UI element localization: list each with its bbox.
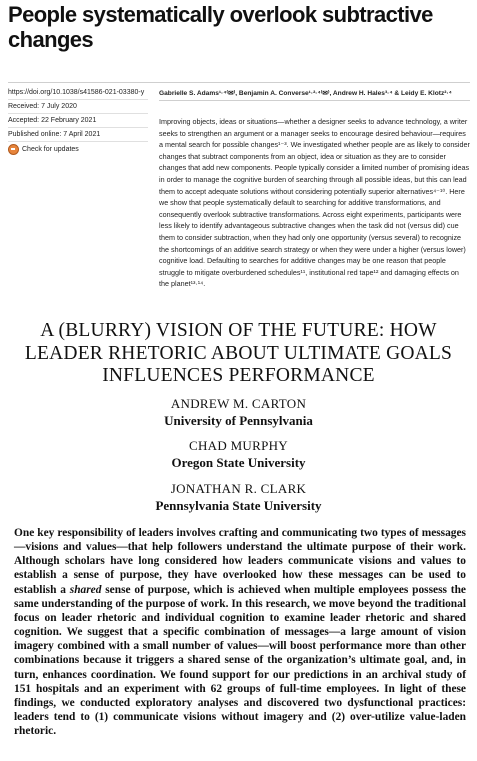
author-block [0, 481, 477, 514]
paper1-authors: Gabrielle S. Adams¹·⁴⁽✉⁾, Benjamin A. Converse¹·²·⁴⁽✉⁾, Andrew H. Hales³·⁴ & Leidy E. Klotz²·⁴ [159, 90, 452, 97]
check-updates-label: Check for updates [22, 146, 79, 153]
paper2-title: A (BLURRY) VISION OF THE FUTURE: HOW LEADER RHETORIC ABOUT ULTIMATE GOALS INFLUENCES PERFORMANCE [24, 320, 453, 386]
paper1-title: People systematically overlook subtractive changes [8, 2, 433, 52]
abstract-text: sense of purpose, which is achieved when multiple employees possess the same understanding of the purpose of work. In this research, we move beyond the traditional focus on leader rhetoric and individual cognition to examine leader rhetoric and shared cognition. We suggest that a specific combination of messages—a large amount of vision imagery combined with a small number of values—will boost performance more than other combinations because it triggers a shared sense of the organization’s ultimate goal, and, in turn, enhances coordination. We found support for our predictions in an archival study of 151 hospitals and an experiment with 62 groups of full-time employees. In light of these findings, we conducted exploratory analyses and discovered two dysfunctional practices: leaders tend to (1) communicate visions without imagery and (2) over-utilize value-laden rhetoric. [14, 583, 466, 738]
author-block [0, 438, 477, 471]
check-updates-icon [8, 144, 19, 155]
author-name: JONATHAN R. CLARK [170, 481, 307, 496]
meta-divider [8, 113, 148, 114]
check-for-updates[interactable] [8, 144, 79, 155]
author-affiliation: University of Pennsylvania [164, 412, 313, 428]
meta-divider [8, 141, 148, 142]
author-affiliation: Oregon State University [171, 454, 306, 470]
abstract-text: One key responsibility of leaders involves crafting and communicating two types of messages—visions and values—that help followers understand the ultimate purpose of their work. Although scholars have long considered how leaders communicate visions and values to establish a sense of purpose, they have overlooked how these messages can be used to establish a [14, 527, 466, 596]
accepted-date: Accepted: 22 February 2021 [8, 117, 97, 124]
meta-divider [8, 127, 148, 128]
authors-divider [159, 100, 470, 101]
published-date: Published online: 7 April 2021 [8, 131, 101, 138]
received-date: Received: 7 July 2020 [8, 103, 77, 110]
author-name: CHAD MURPHY [188, 438, 288, 453]
paper1-abstract: Improving objects, ideas or situations—whether a designer seeks to advance technology, a writer seeks to strengthen an argument or a manager seeks to encourage desired behaviour—requires a mental search for possible changes¹⁻³. We investigated whether people are as likely to consider changes that subtract components from an object, idea or situation as they are to consider changes that add new components. People typically consider a limited number of promising ideas in order to manage the cognitive burden of searching through all possible ideas, but this can lead them to accept adequate solutions without considering potentially superior alternatives⁴⁻¹⁰. Here we show that people systematically default to searching for additive transformations, and consequently overlook subtractive transformations. Across eight experiments, participants were less likely to identify advantageous subtractive changes when the task did not (versus did) cue them to consider subtraction, when they had only one opportunity (versus several) to recognize the shortcomings of an additive search strategy or when they were under a higher (versus lower) cognitive load. Defaulting to searches for additive changes may be one reason that people struggle to mitigate overburdened schedules¹¹, institutional red tape¹² and damaging effects on the planet¹³·¹⁴. [159, 117, 470, 289]
paper2-abstract [14, 526, 466, 738]
author-name: ANDREW M. CARTON [170, 396, 307, 411]
author-block [0, 396, 477, 429]
title-divider [8, 82, 470, 83]
abstract-emphasis: shared [69, 583, 102, 596]
meta-divider [8, 99, 148, 100]
doi-text: https://doi.org/10.1038/s41586-021-03380-y [8, 89, 145, 96]
author-affiliation: Pennsylvania State University [155, 497, 322, 513]
